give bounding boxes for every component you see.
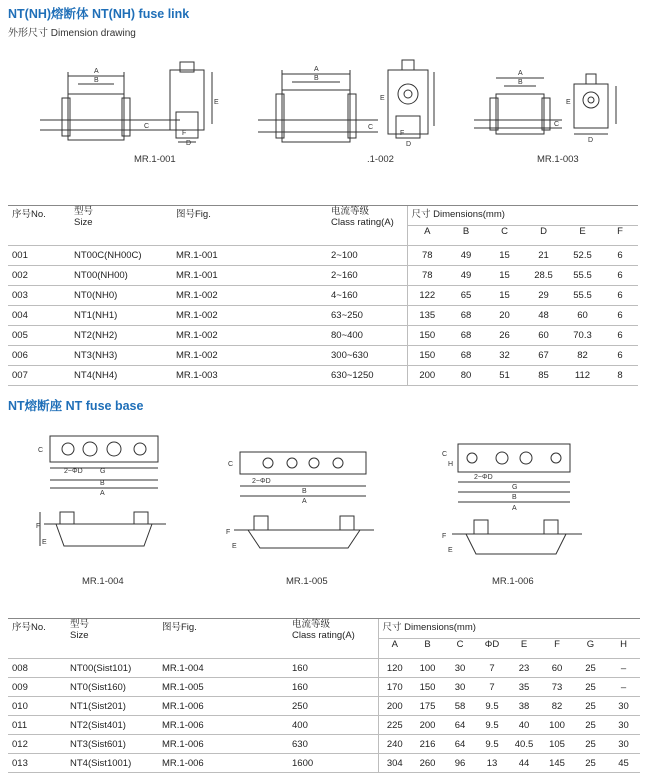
label-c: C <box>38 447 44 454</box>
label-d: D <box>186 140 192 147</box>
label-2phid: 2~ΦD <box>252 478 271 485</box>
table-cell: 160 <box>288 659 378 678</box>
caption-mr1-002: .1-002 <box>367 154 394 165</box>
drawing-mr1-003 <box>474 64 634 144</box>
label-e: E <box>232 543 237 550</box>
table-cell: 8 <box>602 366 638 386</box>
table-cell: 6 <box>602 266 638 286</box>
label-e: E <box>566 99 571 106</box>
table-cell: 55.5 <box>563 286 602 306</box>
label-2phid: 2~ΦD <box>474 474 493 481</box>
table-cell: MR.1-004 <box>158 659 288 678</box>
header-dim: E <box>508 639 540 659</box>
table-cell: 49 <box>447 246 485 266</box>
table-cell: 150 <box>407 346 447 366</box>
table-cell: 013 <box>8 754 66 773</box>
label-e: E <box>42 539 47 546</box>
table-cell: 105 <box>540 735 574 754</box>
table-cell: 216 <box>411 735 444 754</box>
header-dim: C <box>444 639 476 659</box>
table-cell: 6 <box>602 346 638 366</box>
table-cell: 100 <box>411 659 444 678</box>
label-a: A <box>100 490 105 497</box>
drawing-mr1-006 <box>440 434 600 568</box>
label-2phid: 2~ΦD <box>64 468 83 475</box>
label-f: F <box>182 130 187 137</box>
label-h: H <box>448 461 454 468</box>
table-cell: 170 <box>378 678 411 697</box>
label-b: B <box>302 488 307 495</box>
fuse-link-table <box>8 205 638 386</box>
header-dim: F <box>540 639 574 659</box>
header-dim: B <box>411 639 444 659</box>
table-cell: 44 <box>508 754 540 773</box>
table-cell: 003 <box>8 286 70 306</box>
header-no: 序号No. <box>8 206 70 246</box>
label-a: A <box>302 498 307 505</box>
table-cell: NT3(NH3) <box>70 346 172 366</box>
table-cell: MR.1-003 <box>172 366 327 386</box>
table-cell: 80 <box>447 366 485 386</box>
table-cell: NT1(Sist201) <box>66 697 158 716</box>
table-cell: 21 <box>524 246 563 266</box>
label-b: B <box>100 480 105 487</box>
table-row <box>8 246 638 266</box>
table-cell: 122 <box>407 286 447 306</box>
table-cell: NT1(NH1) <box>70 306 172 326</box>
table-cell: NT0(NH0) <box>70 286 172 306</box>
table-cell: 35 <box>508 678 540 697</box>
label-b: B <box>94 77 99 84</box>
header-dim: F <box>602 226 638 246</box>
table-cell: 7 <box>476 659 508 678</box>
label-a: A <box>94 68 99 75</box>
table-cell: 135 <box>407 306 447 326</box>
caption-mr1-003: MR.1-003 <box>537 154 579 165</box>
table-cell: NT2(Sist401) <box>66 716 158 735</box>
header-dimensions: 尺寸 Dimensions(mm) <box>407 206 638 226</box>
header-dimensions: 尺寸 Dimensions(mm) <box>378 619 640 639</box>
table-row <box>8 716 640 735</box>
drawing-mr1-001 <box>40 62 220 147</box>
table-cell: NT4(Sist1001) <box>66 754 158 773</box>
table-cell: 010 <box>8 697 66 716</box>
header-dim: B <box>447 226 485 246</box>
table-cell: 6 <box>602 326 638 346</box>
table-cell: 9.5 <box>476 716 508 735</box>
table-cell: 78 <box>407 246 447 266</box>
table-cell: – <box>607 678 640 697</box>
table-cell: 2~100 <box>327 246 407 266</box>
table-row <box>8 754 640 773</box>
label-c: C <box>368 124 374 131</box>
table-cell: 15 <box>485 246 524 266</box>
label-c: C <box>554 121 560 128</box>
table-cell: 25 <box>574 697 607 716</box>
table-cell: 9.5 <box>476 697 508 716</box>
table-cell: 64 <box>444 735 476 754</box>
label-a: A <box>512 505 517 512</box>
fuse-base-table <box>8 618 640 773</box>
table-cell: 006 <box>8 346 70 366</box>
table-cell: 630 <box>288 735 378 754</box>
table-row <box>8 659 640 678</box>
table-cell: NT4(NH4) <box>70 366 172 386</box>
label-c: C <box>144 123 150 130</box>
table-cell: 200 <box>407 366 447 386</box>
table-cell: 28.5 <box>524 266 563 286</box>
table-cell: 25 <box>574 716 607 735</box>
table-cell: 82 <box>540 697 574 716</box>
header-fig: 图号Fig. <box>172 206 327 246</box>
table-cell: 30 <box>607 697 640 716</box>
table-cell: MR.1-001 <box>172 266 327 286</box>
table-cell: MR.1-006 <box>158 754 288 773</box>
table-cell: 150 <box>407 326 447 346</box>
header-rating: 电流等级 Class rating(A) <box>327 206 407 246</box>
fuse-link-title: NT(NH)熔断体 NT(NH) fuse link <box>8 7 190 21</box>
table-cell: 009 <box>8 678 66 697</box>
table-row <box>8 735 640 754</box>
table-row <box>8 286 638 306</box>
table-row <box>8 697 640 716</box>
table-cell: 32 <box>485 346 524 366</box>
drawing-mr1-005 <box>224 444 384 568</box>
label-g: G <box>512 484 518 491</box>
label-b: B <box>518 79 523 86</box>
label-e: E <box>448 547 453 554</box>
table-cell: 40 <box>508 716 540 735</box>
table-cell: 67 <box>524 346 563 366</box>
table-cell: 13 <box>476 754 508 773</box>
table-cell: MR.1-002 <box>172 326 327 346</box>
label-b: B <box>512 494 517 501</box>
header-dim: A <box>407 226 447 246</box>
table-cell: 400 <box>288 716 378 735</box>
table-cell: 011 <box>8 716 66 735</box>
table-cell: 78 <box>407 266 447 286</box>
header-model: 型号 Size <box>66 619 158 659</box>
table-cell: 120 <box>378 659 411 678</box>
table-cell: 012 <box>8 735 66 754</box>
table-cell: 200 <box>378 697 411 716</box>
table-cell: 2~160 <box>327 266 407 286</box>
table-cell: 60 <box>563 306 602 326</box>
table-cell: NT3(Sist601) <box>66 735 158 754</box>
table-cell: MR.1-006 <box>158 735 288 754</box>
table-cell: 60 <box>524 326 563 346</box>
table-cell: NT0(Sist160) <box>66 678 158 697</box>
table-cell: NT00(Sist101) <box>66 659 158 678</box>
table-cell: 15 <box>485 286 524 306</box>
table-cell: 25 <box>574 678 607 697</box>
table-cell: 002 <box>8 266 70 286</box>
header-no: 序号No. <box>8 619 66 659</box>
table-cell: MR.1-001 <box>172 246 327 266</box>
table-cell: 30 <box>607 735 640 754</box>
table-cell: 4~160 <box>327 286 407 306</box>
table-cell: 005 <box>8 326 70 346</box>
table-cell: 52.5 <box>563 246 602 266</box>
table-cell: 260 <box>411 754 444 773</box>
table-cell: 23 <box>508 659 540 678</box>
header-fig: 图号Fig. <box>158 619 288 659</box>
table-cell: 240 <box>378 735 411 754</box>
table-cell: 300~630 <box>327 346 407 366</box>
table-row <box>8 266 638 286</box>
caption-mr1-006: MR.1-006 <box>492 576 534 587</box>
table-cell: 20 <box>485 306 524 326</box>
table-cell: 6 <box>602 246 638 266</box>
header-rating: 电流等级 Class rating(A) <box>288 619 378 659</box>
header-dim: C <box>485 226 524 246</box>
table-cell: 6 <box>602 306 638 326</box>
table-row <box>8 678 640 697</box>
table-cell: 225 <box>378 716 411 735</box>
label-b: B <box>314 75 319 82</box>
table-row <box>8 366 638 386</box>
table-cell: 7 <box>476 678 508 697</box>
header-dim: E <box>563 226 602 246</box>
table-cell: 25 <box>574 659 607 678</box>
table-cell: 200 <box>411 716 444 735</box>
label-d: D <box>406 141 412 148</box>
label-g: G <box>100 468 106 475</box>
table-cell: 40.5 <box>508 735 540 754</box>
header-model: 型号 Size <box>70 206 172 246</box>
label-f: F <box>36 523 41 530</box>
label-c: C <box>442 451 448 458</box>
table-cell: 65 <box>447 286 485 306</box>
table-cell: 100 <box>540 716 574 735</box>
label-e: E <box>214 99 219 106</box>
label-c: C <box>228 461 234 468</box>
header-dim: G <box>574 639 607 659</box>
table-cell: 001 <box>8 246 70 266</box>
table-cell: 49 <box>447 266 485 286</box>
dimension-drawing-subtitle: 外形尺寸 Dimension drawing <box>8 28 136 39</box>
header-dim: A <box>378 639 411 659</box>
table-cell: 68 <box>447 306 485 326</box>
label-f: F <box>442 533 447 540</box>
table-cell: 145 <box>540 754 574 773</box>
table-cell: NT00(NH00) <box>70 266 172 286</box>
table-cell: MR.1-006 <box>158 697 288 716</box>
caption-mr1-004: MR.1-004 <box>82 576 124 587</box>
table-cell: 55.5 <box>563 266 602 286</box>
caption-mr1-005: MR.1-005 <box>286 576 328 587</box>
table-cell: 45 <box>607 754 640 773</box>
table-cell: 304 <box>378 754 411 773</box>
table-cell: 26 <box>485 326 524 346</box>
label-a: A <box>518 70 523 77</box>
table-cell: 58 <box>444 697 476 716</box>
label-a: A <box>314 66 319 73</box>
label-e: E <box>380 95 385 102</box>
table-cell: 51 <box>485 366 524 386</box>
table-cell: MR.1-006 <box>158 716 288 735</box>
table-row <box>8 326 638 346</box>
table-cell: 70.3 <box>563 326 602 346</box>
drawing-mr1-002 <box>258 60 448 150</box>
label-f: F <box>400 130 405 137</box>
table-cell: 1600 <box>288 754 378 773</box>
table-cell: 250 <box>288 697 378 716</box>
caption-mr1-001: MR.1-001 <box>134 154 176 165</box>
table-cell: NT00C(NH00C) <box>70 246 172 266</box>
table-row <box>8 346 638 366</box>
table-cell: 64 <box>444 716 476 735</box>
label-f: F <box>226 529 231 536</box>
table-cell: 160 <box>288 678 378 697</box>
table-cell: 007 <box>8 366 70 386</box>
table-cell: MR.1-005 <box>158 678 288 697</box>
table-cell: 9.5 <box>476 735 508 754</box>
table-cell: 25 <box>574 735 607 754</box>
table-cell: 85 <box>524 366 563 386</box>
table-cell: 29 <box>524 286 563 306</box>
label-d: D <box>588 137 594 144</box>
table-cell: 68 <box>447 346 485 366</box>
table-cell: 150 <box>411 678 444 697</box>
table-cell: 48 <box>524 306 563 326</box>
table-cell: 630~1250 <box>327 366 407 386</box>
table-cell: 30 <box>607 716 640 735</box>
table-cell: 60 <box>540 659 574 678</box>
table-cell: 68 <box>447 326 485 346</box>
table-cell: 80~400 <box>327 326 407 346</box>
table-cell: 73 <box>540 678 574 697</box>
table-cell: 30 <box>444 678 476 697</box>
table-row <box>8 306 638 326</box>
table-cell: – <box>607 659 640 678</box>
table-cell: 82 <box>563 346 602 366</box>
fuse-base-title: NT熔断座 NT fuse base <box>8 399 144 413</box>
table-cell: 96 <box>444 754 476 773</box>
table-cell: 25 <box>574 754 607 773</box>
table-cell: 175 <box>411 697 444 716</box>
header-dim: D <box>524 226 563 246</box>
header-dim: H <box>607 639 640 659</box>
header-dim: ΦD <box>476 639 508 659</box>
table-cell: NT2(NH2) <box>70 326 172 346</box>
drawing-mr1-004 <box>36 428 176 568</box>
table-cell: MR.1-002 <box>172 306 327 326</box>
table-cell: 30 <box>444 659 476 678</box>
table-cell: 6 <box>602 286 638 306</box>
table-cell: 63~250 <box>327 306 407 326</box>
table-cell: 15 <box>485 266 524 286</box>
table-cell: 008 <box>8 659 66 678</box>
table-cell: 112 <box>563 366 602 386</box>
table-cell: 38 <box>508 697 540 716</box>
table-cell: 004 <box>8 306 70 326</box>
table-cell: MR.1-002 <box>172 286 327 306</box>
table-cell: MR.1-002 <box>172 346 327 366</box>
